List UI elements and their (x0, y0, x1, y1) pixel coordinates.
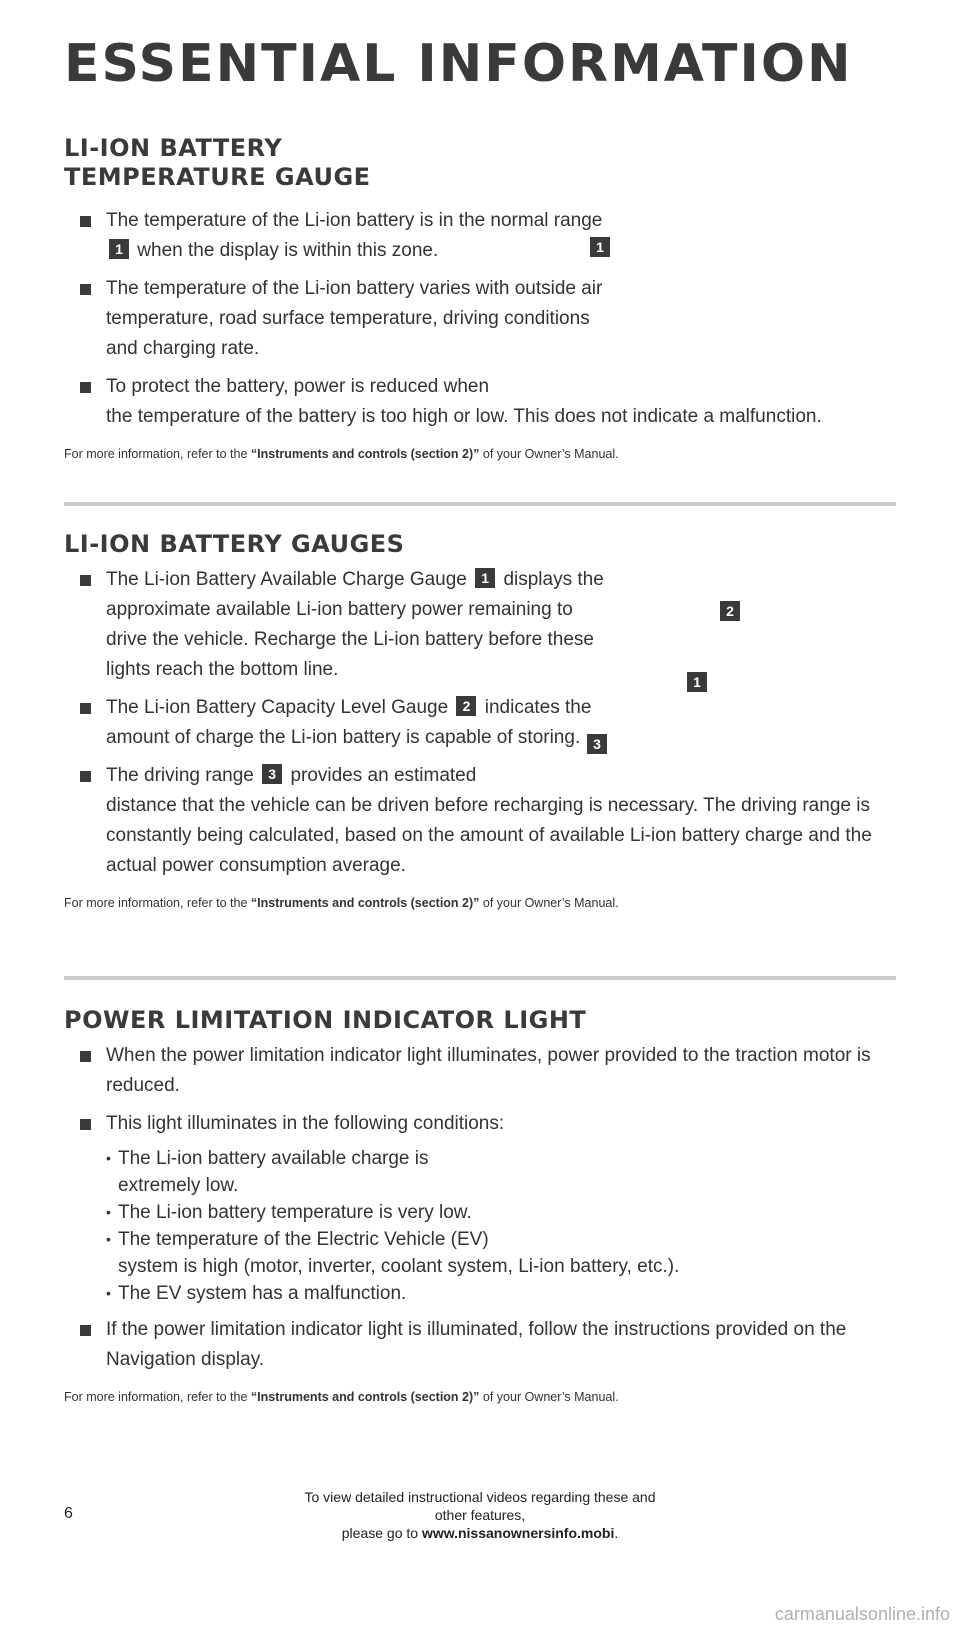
footnote: For more information, refer to the “Instruments and controls (section 2)” of your Owner’s Manual. (64, 447, 619, 461)
bullet-item: The Li-ion Battery Available Charge Gauge 1 displays the approximate available Li-ion battery power remaining to drive the vehicle. Recharge the Li-ion battery before these lights reach the bottom line. (64, 565, 606, 685)
page-number: 6 (64, 1505, 73, 1522)
manual-reference: “Instruments and controls (section 2)” (250, 447, 480, 461)
bullet-item: The Li-ion Battery Capacity Level Gauge 2 indicates the amount of charge the Li-ion battery is capable of storing. (64, 693, 606, 753)
bullet-item: To protect the battery, power is reduced when the temperature of the battery is too high or low. This does not indicate a malfunction. (64, 372, 896, 432)
footer-note: To view detailed instructional videos regarding these and other features, please go to www.nissanownersinfo.mobi. (304, 1489, 656, 1541)
diagram-callout-3: 3 (587, 734, 607, 754)
callout-number-badge: 1 (475, 568, 495, 588)
footnote: For more information, refer to the “Instruments and controls (section 2)” of your Owner’s Manual. (64, 1390, 619, 1404)
diagram-callout-1: 1 (590, 237, 610, 257)
watermark: carmanualsonline.info (774, 1604, 950, 1624)
website-link[interactable]: www.nissanownersinfo.mobi (421, 1525, 615, 1541)
bullet-item: The temperature of the Li-ion battery varies with outside air temperature, road surface temperature, driving conditions and charging rate. (64, 274, 606, 364)
bullet-item: When the power limitation indicator light illuminates, power provided to the traction motor is reduced. (64, 1041, 896, 1101)
conditions-list (64, 1145, 896, 1307)
bullet-item: The temperature of the Li-ion battery is in the normal range 1 when the display is within this zone. (64, 206, 606, 266)
condition-item: • The Li-ion battery temperature is very low. (106, 1199, 896, 1226)
section-power-limitation (64, 1006, 896, 1405)
section-divider (64, 976, 896, 980)
callout-number-badge: 2 (456, 696, 476, 716)
section-battery-gauges (64, 530, 896, 911)
footnote: For more information, refer to the “Instruments and controls (section 2)” of your Owner’s Manual. (64, 896, 619, 910)
bullet-item: The driving range 3 provides an estimated distance that the vehicle can be driven before recharging is necessary. The driving range is constantly being calculated, based on the amount of available Li-ion battery charge and the actual power consumption average. (64, 761, 896, 881)
bullet-item: If the power limitation indicator light is illuminated, follow the instructions provided on the Navigation display. (64, 1315, 896, 1375)
condition-item: • The Li-ion battery available charge is extremely low. (106, 1145, 896, 1199)
section-heading: LI-ION BATTERY GAUGES (64, 530, 405, 558)
bullet-item: This light illuminates in the following conditions: (64, 1109, 896, 1139)
condition-item: • The temperature of the Electric Vehicle (EV) system is high (motor, inverter, coolant system, Li-ion battery, etc.). (106, 1226, 896, 1280)
condition-item: • The EV system has a malfunction. (106, 1280, 896, 1307)
manual-reference: “Instruments and controls (section 2)” (250, 896, 480, 910)
heading-line-1: LI-ION BATTERY (64, 134, 283, 162)
heading-line-2: TEMPERATURE GAUGE (64, 163, 371, 191)
callout-number-badge: 1 (109, 239, 129, 259)
callout-number-badge: 3 (262, 764, 282, 784)
section-heading (64, 134, 896, 192)
section-divider (64, 502, 896, 506)
diagram-callout-2: 2 (720, 601, 740, 621)
section-heading: POWER LIMITATION INDICATOR LIGHT (64, 1006, 587, 1034)
diagram-callout-1: 1 (687, 672, 707, 692)
manual-reference: “Instruments and controls (section 2)” (250, 1390, 480, 1404)
page-title: ESSENTIAL INFORMATION (64, 34, 853, 94)
section-temperature-gauge (64, 134, 896, 462)
